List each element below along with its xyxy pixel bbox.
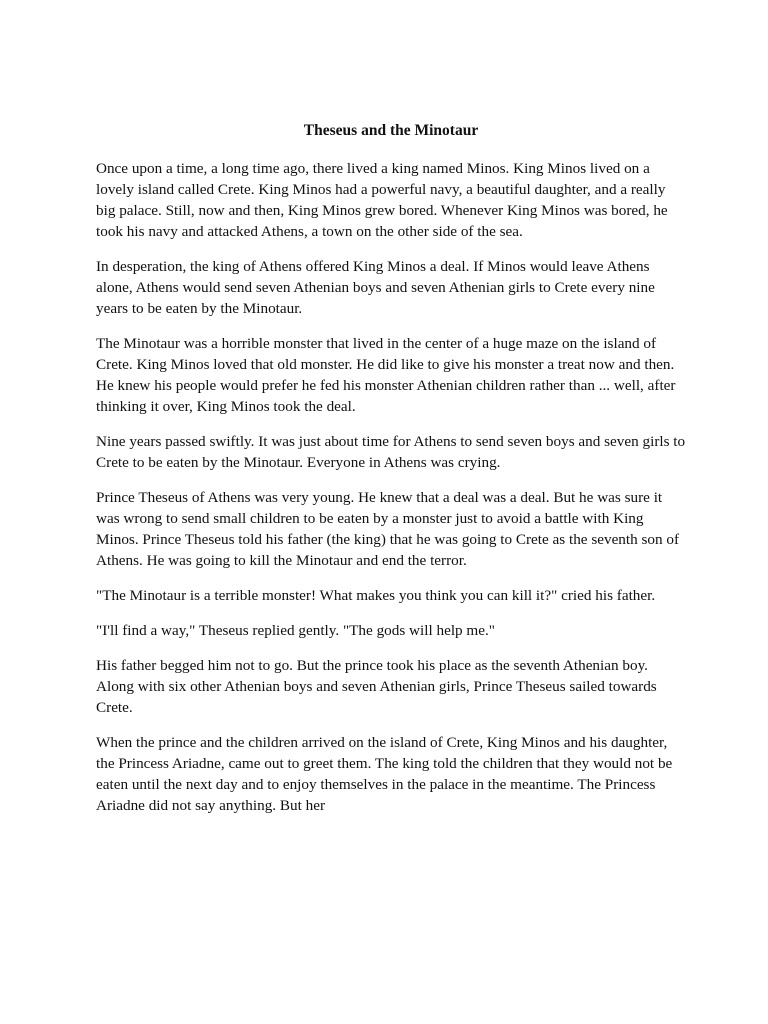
paragraph-6: "The Minotaur is a terrible monster! What makes you think you can kill it?" cried his father. bbox=[96, 587, 656, 604]
paragraph-7: "I'll find a way," Theseus replied gently. "The gods will help me." bbox=[96, 622, 495, 639]
document-body bbox=[96, 120, 686, 830]
paragraph-9: When the prince and the children arrived on the island of Crete, King Minos and his daughter, the Princess Ariadne, came out to greet them. The king told the children that they would not be eaten until the next day and to enjoy themselves in the palace in the meantime. The Princess Ariadne did not say anything. But her bbox=[96, 734, 673, 814]
paragraph-5: Prince Theseus of Athens was very young. He knew that a deal was a deal. But he was sure it was wrong to send small children to be eaten by a monster just to avoid a battle with King Minos. Prince Theseus told his father (the king) that he was going to Crete as the seventh son of Athens. He was going to kill the Minotaur and end the terror. bbox=[96, 489, 680, 569]
paragraph-3: The Minotaur was a horrible monster that lived in the center of a huge maze on the island of Crete. King Minos loved that old monster. He did like to give his monster a treat now and then. He knew his people would prefer he fed his monster Athenian children rather than ... well, after thinking it over, King Minos took the deal. bbox=[96, 335, 676, 415]
paragraph-2: In desperation, the king of Athens offered King Minos a deal. If Minos would leave Athens alone, Athens would send seven Athenian boys and seven Athenian girls to Crete every nine years to be eaten by the Minotaur. bbox=[96, 258, 655, 317]
paragraph-8: His father begged him not to go. But the prince took his place as the seventh Athenian boy. Along with six other Athenian boys and seven Athenian girls, Prince Theseus sailed towards Crete. bbox=[96, 657, 657, 716]
paragraph-4: Nine years passed swiftly. It was just about time for Athens to send seven boys and seven girls to Crete to be eaten by the Minotaur. Everyone in Athens was crying. bbox=[96, 433, 686, 471]
paragraph-1: Once upon a time, a long time ago, there lived a king named Minos. King Minos lived on a lovely island called Crete. King Minos had a powerful navy, a beautiful daughter, and a really big palace. Still, now and then, King Minos grew bored. Whenever King Minos was bored, he took his navy and attacked Athens, a town on the other side of the sea. bbox=[96, 160, 668, 240]
document-title: Theseus and the Minotaur bbox=[303, 122, 479, 139]
